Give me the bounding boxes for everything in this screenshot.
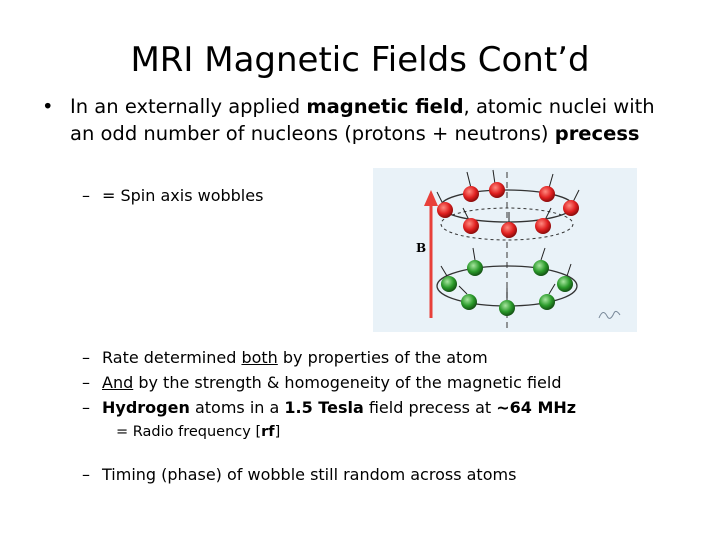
rf-term: rf <box>261 424 275 440</box>
text-part: = Radio frequency [ <box>116 424 262 440</box>
main-bullet-text <box>70 93 680 147</box>
slide-title: MRI Magnetic Fields Cont’d <box>130 40 590 80</box>
precessing-nucleus-icon <box>533 248 549 276</box>
frequency-value: ~64 MHz <box>496 398 577 417</box>
text-part: field precess at <box>363 398 497 417</box>
dash-marker: – <box>82 348 90 367</box>
precessing-nucleus-icon <box>499 288 515 316</box>
dash-marker: – <box>82 398 90 417</box>
text-part: by properties of the atom <box>277 348 488 367</box>
precessing-nucleus-icon <box>463 208 479 234</box>
precess-term: precess <box>554 122 640 145</box>
tesla-value: 1.5 Tesla <box>284 398 364 417</box>
precessing-nucleus-icon <box>459 286 477 310</box>
precessing-nucleus-icon <box>441 266 457 292</box>
sub-bullet-text: Timing (phase) of wobble still random across atoms <box>102 465 517 484</box>
radio-frequency-note <box>116 422 280 442</box>
precession-figure <box>373 168 637 332</box>
field-b-label: B <box>416 241 427 255</box>
text-part: by the strength & homogeneity of the magnetic field <box>133 373 562 392</box>
precessing-nucleus-icon <box>437 192 453 218</box>
precessing-nucleus-icon <box>463 172 479 202</box>
sub-bullet-text: = Spin axis wobbles <box>102 186 264 205</box>
underlined-and: And <box>102 373 134 392</box>
main-bullet-text-2: , atomic nuclei with an odd number of nucleons (protons + neutrons) <box>70 95 655 145</box>
precessing-nucleus-icon <box>535 208 551 234</box>
underlined-both: both <box>241 348 278 367</box>
bullet-marker: • <box>42 95 54 118</box>
magnetic-field-term: magnetic field <box>306 95 464 118</box>
artist-signature <box>599 311 620 318</box>
top-nuclei <box>437 170 579 238</box>
hydrogen-term: Hydrogen <box>102 398 190 417</box>
main-bullet-text-1: In an externally applied <box>70 95 307 118</box>
precession-diagram <box>373 168 637 332</box>
dash-marker: – <box>82 186 90 205</box>
sub-bullet-text <box>102 347 488 369</box>
text-part: ] <box>274 424 281 440</box>
sub-bullet-text <box>102 372 562 394</box>
dash-marker: – <box>82 373 90 392</box>
sub-bullet-text <box>102 397 576 419</box>
precessing-nucleus-icon <box>563 190 579 216</box>
precessing-nucleus-icon <box>501 212 517 238</box>
text-part: atoms in a <box>189 398 285 417</box>
precessing-nucleus-icon <box>539 284 555 310</box>
dash-marker: – <box>82 465 90 484</box>
text-part: Rate determined <box>102 348 242 367</box>
precessing-nucleus-icon <box>467 248 483 276</box>
precessing-nucleus-icon <box>539 174 555 202</box>
precessing-nucleus-icon <box>489 170 505 198</box>
